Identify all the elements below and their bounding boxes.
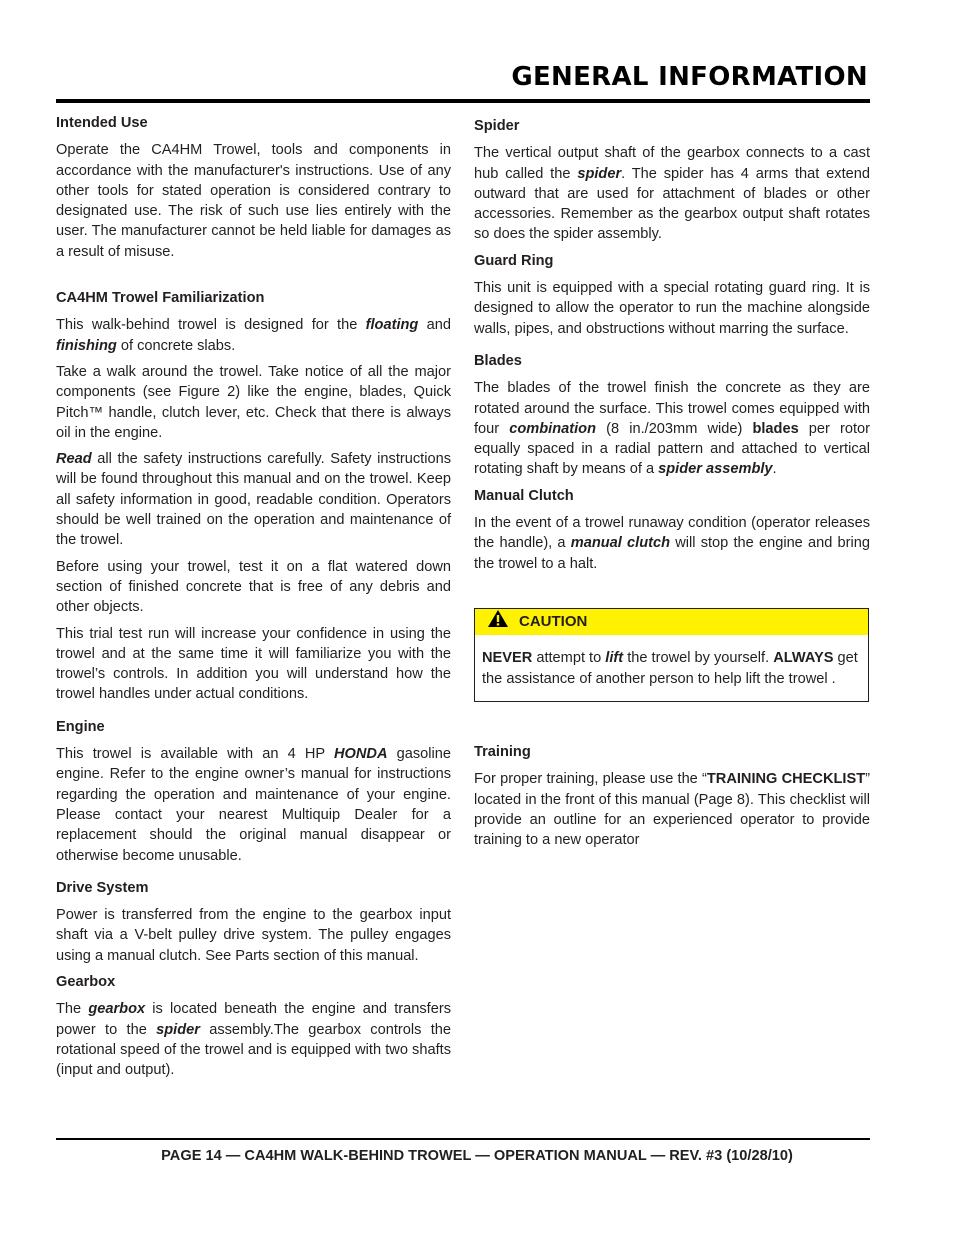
- gearbox-text: The gearbox is located beneath the engine and transfers power to the spider assembly.The gearbox controls the rotational speed of the trowel and is equipped with two shafts (input and output).: [56, 1001, 452, 1079]
- familiarization-p3: Read all the safety instructions carefully. Safety instructions will be found throughout this manual and on the trowel. Keep all safety information in good, readable condition. Operators should be well trained on the operation and maintenance of the trowel.: [56, 451, 451, 549]
- spider-text: The vertical output shaft of the gearbox connects to a cast hub called the spider. The spider has 4 arms that extend outward that are used for attachment of blades or other accessories. Remember as the gearbox output shaft rotates so does the spider assembly.: [474, 145, 870, 243]
- familiarization-p1: This walk-behind trowel is designed for the floating and finishing of concrete slabs.: [56, 317, 452, 354]
- blades-text: The blades of the trowel finish the concrete as they are rotated around the surface. This trowel comes equipped with four combination (8 in./203mm wide) blades per rotor equally spaced in a radial pattern and attached to vertical rotating shaft by means of a spider assembly.: [474, 380, 871, 478]
- familiarization-p4: Before using your trowel, test it on a flat watered down section of finished concrete that is free of any debris and other objects.: [56, 558, 451, 616]
- manual-clutch-text: In the event of a trowel runaway condition (operator releases the handle), a manual clutch will stop the engine and bring the trowel to a halt.: [474, 515, 871, 572]
- drive-system-text: Power is transferred from the engine to the gearbox input shaft via a V-belt pulley drive system. The pulley engages using a manual clutch. See Parts section of this manual.: [56, 907, 451, 964]
- right-column: [474, 116, 870, 856]
- gearbox-heading: Gearbox: [56, 973, 116, 990]
- page-title: GENERAL INFORMATION: [511, 62, 868, 92]
- engine-text: This trowel is available with an 4 HP HONDA gasoline engine. Refer to the engine owner’s manual for instructions regarding the operation and maintenance of your engine. Please contact your nearest Multiquip Dealer for a replacement should the original manual disappear or otherwise become unusable.: [56, 746, 452, 864]
- engine-heading: Engine: [56, 718, 105, 735]
- guard-ring-text: This unit is equipped with a special rotating guard ring. It is designed to allow the operator to run the machine alongside walls, pipes, and obstructions without marring the surface.: [474, 280, 870, 337]
- caution-box: [474, 608, 869, 702]
- guard-ring-heading: Guard Ring: [474, 252, 554, 269]
- page-footer: PAGE 14 — CA4HM WALK-BEHIND TROWEL — OPERATION MANUAL — REV. #3 (10/28/10): [161, 1148, 793, 1164]
- caution-label: CAUTION: [519, 612, 588, 630]
- intended-use-text: Operate the CA4HM Trowel, tools and components in accordance with the manufacturer's instructions. Use of any other tools for stated operation is considered contrary to designated use. The risk of such use lies entirely with the user. The manufacturer cannot be held liable for damages as a result of misuse.: [56, 142, 451, 260]
- spider-heading: Spider: [474, 118, 520, 134]
- familiarization-p5: This trial test run will increase your confidence in using the trowel and at the same time it will familiarize you with the trowel’s controls. In addition you will understand how the trowel handles under actual conditions.: [56, 625, 451, 703]
- training-text: For proper training, please use the “TRAINING CHECKLIST” located in the front of this manual (Page 8). This checklist will provide an outline for an experienced operator to provide training to a new operator: [474, 771, 870, 849]
- intended-use-heading: Intended Use: [56, 115, 148, 131]
- familiarization-heading: CA4HM Trowel Familiarization: [56, 290, 265, 307]
- left-column: [56, 113, 451, 1086]
- familiarization-p2: Take a walk around the trowel. Take notice of all the major components (see Figure 2) like the engine, blades, Quick Pitch™ handle, clutch lever, etc. Check that there is always oil in the engine.: [56, 363, 451, 441]
- caution-text: NEVER attempt to lift the trowel by yourself. ALWAYS get the assistance of another person to help lift the trowel .: [482, 649, 858, 687]
- manual-clutch-heading: Manual Clutch: [474, 487, 574, 504]
- bottom-rule: [56, 1138, 870, 1140]
- drive-system-heading: Drive System: [56, 879, 149, 896]
- training-heading: Training: [474, 743, 531, 760]
- warning-triangle-icon: [487, 609, 509, 634]
- top-rule: [56, 99, 870, 103]
- caution-bar: [475, 609, 868, 635]
- blades-heading: Blades: [474, 352, 522, 369]
